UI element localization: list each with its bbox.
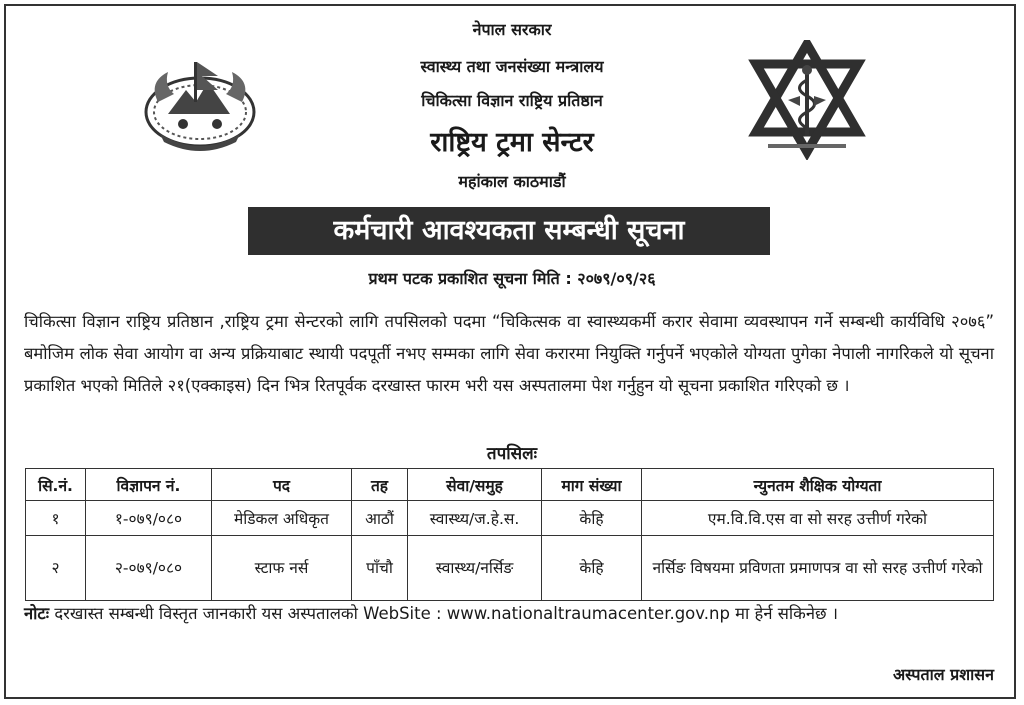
notice-body: चिकित्सा विज्ञान राष्ट्रिय प्रतिष्ठान ,राष्ट्रिय ट्रमा सेन्टरको लागि तपसिलको पदमा “चिकित्सक वा स्वास्थ्यकर्मी करार सेवामा व्यवस्थापन गर्ने सम्बन्धी कार्यविधि २०७६” बमोजिम लोक सेवा आयोग वा अन्य प्रक्रियाबाट स्थायी पदपूर्ती नभए सम्मका लागि सेवा करारमा नियुक्ति गर्नुपर्ने भएकोले योग्यता पुगेका नेपाली नागरिकले यो सूचना प्रकाशित भएको मितिले २१(एक्काइस) दिन भित्र रितपूर्वक दरखास्त फारम भरी यस अस्पतालमा पेश गर्नुहुन यो सूचना प्रकाशित गरिएको छ । bbox=[24, 312, 994, 395]
col-qualification: न्युनतम शैक्षिक योग्यता bbox=[642, 469, 994, 501]
note-section bbox=[24, 597, 996, 630]
ministry-title: स्वास्थ्य तथा जनसंख्या मन्त्रालय bbox=[420, 57, 604, 76]
table-header-row bbox=[26, 469, 994, 501]
note-label: नोटः bbox=[24, 604, 50, 623]
col-ad-number: विज्ञापन नं. bbox=[86, 469, 212, 501]
cell-qualification: नर्सिङ विषयमा प्रविणता प्रमाणपत्र वा सो सरह उत्तीर्ण गरेको bbox=[642, 536, 994, 601]
notice-banner: कर्मचारी आवश्यकता सम्बन्धी सूचना bbox=[248, 207, 770, 255]
government-title: नेपाल सरकार bbox=[472, 20, 552, 39]
location-text: महांकाल काठमाडौं bbox=[458, 172, 566, 191]
vacancy-table bbox=[25, 468, 994, 601]
cell-ad-number: १-०७९/०८० bbox=[86, 501, 212, 536]
cell-demand: केहि bbox=[542, 501, 642, 536]
cell-post: मेडिकल अधिकृत bbox=[212, 501, 352, 536]
cell-level: पाँचौ bbox=[352, 536, 408, 601]
table-row bbox=[26, 501, 994, 536]
cell-post: स्टाफ नर्स bbox=[212, 536, 352, 601]
table-title: तपसिलः bbox=[486, 444, 538, 464]
cell-demand: केहि bbox=[542, 536, 642, 601]
signature: अस्पताल प्रशासन bbox=[892, 665, 994, 684]
col-serial: सि.नं. bbox=[26, 469, 86, 501]
cell-service-group: स्वास्थ्य/ज.हे.स. bbox=[408, 501, 542, 536]
col-post: पद bbox=[212, 469, 352, 501]
center-title: राष्ट्रिय ट्रमा सेन्टर bbox=[430, 127, 594, 158]
col-service-group: सेवा/समुह bbox=[408, 469, 542, 501]
academy-title: चिकित्सा विज्ञान राष्ट्रिय प्रतिष्ठान bbox=[421, 91, 603, 110]
cell-service-group: स्वास्थ्य/नर्सिङ bbox=[408, 536, 542, 601]
cell-level: आठौं bbox=[352, 501, 408, 536]
note-text: दरखास्त सम्बन्धी विस्तृत जानकारी यस अस्पतालको WebSite : www.nationaltraumacenter.gov.np मा हेर्न सकिनेछ । bbox=[54, 604, 839, 623]
table-row bbox=[26, 536, 994, 601]
col-demand: माग संख्या bbox=[542, 469, 642, 501]
col-level: तह bbox=[352, 469, 408, 501]
cell-ad-number: २-०७९/०८० bbox=[86, 536, 212, 601]
cell-serial: १ bbox=[26, 501, 86, 536]
cell-serial: २ bbox=[26, 536, 86, 601]
publish-date: प्रथम पटक प्रकाशित सूचना मिति : २०७९/०९/२६ bbox=[368, 269, 656, 288]
cell-qualification: एम.वि.वि.एस वा सो सरह उत्तीर्ण गरेको bbox=[642, 501, 994, 536]
